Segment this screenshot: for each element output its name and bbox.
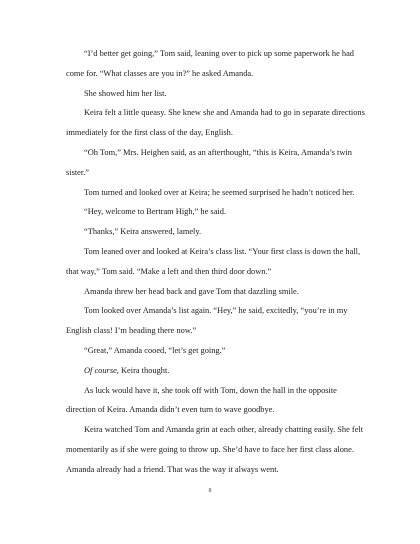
paragraph: As luck would have it, she took off with Tom, down the hall in the opposite direction of Keira. Amanda didn’t even turn to wave goodbye. (66, 385, 337, 415)
paragraph: “Great,” Amanda cooed, “let’s get going.” (84, 345, 226, 355)
paragraph: Tom turned and looked over at Keira; he seemed surprised he hadn’t noticed her. (84, 187, 355, 197)
paragraph: Keira felt a little queasy. She knew she and Amanda had to go in separate directions immediately for the first class of the day, English. (66, 108, 365, 138)
paragraph-rest: Keira thought. (118, 365, 170, 375)
paragraph: “Oh Tom,” Mrs. Heighen said, as an afterthought, “this is Keira, Amanda’s twin sister.” (66, 147, 352, 177)
page-number: 8 (208, 488, 212, 494)
paragraph: Tom looked over Amanda’s list again. “Hey,” he said, excitedly, “you’re in my English class! I’m heading there now.” (66, 306, 348, 336)
paragraph: She showed him her list. (84, 88, 167, 98)
paragraph: “Thanks,” Keira answered, lamely. (84, 227, 202, 237)
italic-paragraph (66, 361, 366, 381)
paragraph: “I’d better get going,” Tom said, leaning over to pick up some paperwork he had come for. “What classes are you in?” he asked Amanda. (66, 49, 354, 78)
paragraph: Keira watched Tom and Amanda grin at each other, already chatting easily. She felt momentarily as if she were going to throw up. She’d have to face her first class alone. Amanda already had a friend. That was the way it always went. (66, 425, 364, 474)
italic-text: Of course, (84, 365, 119, 375)
paragraph: “Hey, welcome to Bertram High,” he said. (84, 207, 227, 217)
body-text (66, 44, 366, 480)
paragraph: Amanda threw her head back and gave Tom that dazzling smile. (84, 286, 299, 296)
paragraph: Tom leaned over and looked at Keira’s class list. “Your first class is down the hall, that way,” Tom said. “Make a left and then third door down.” (66, 246, 361, 276)
